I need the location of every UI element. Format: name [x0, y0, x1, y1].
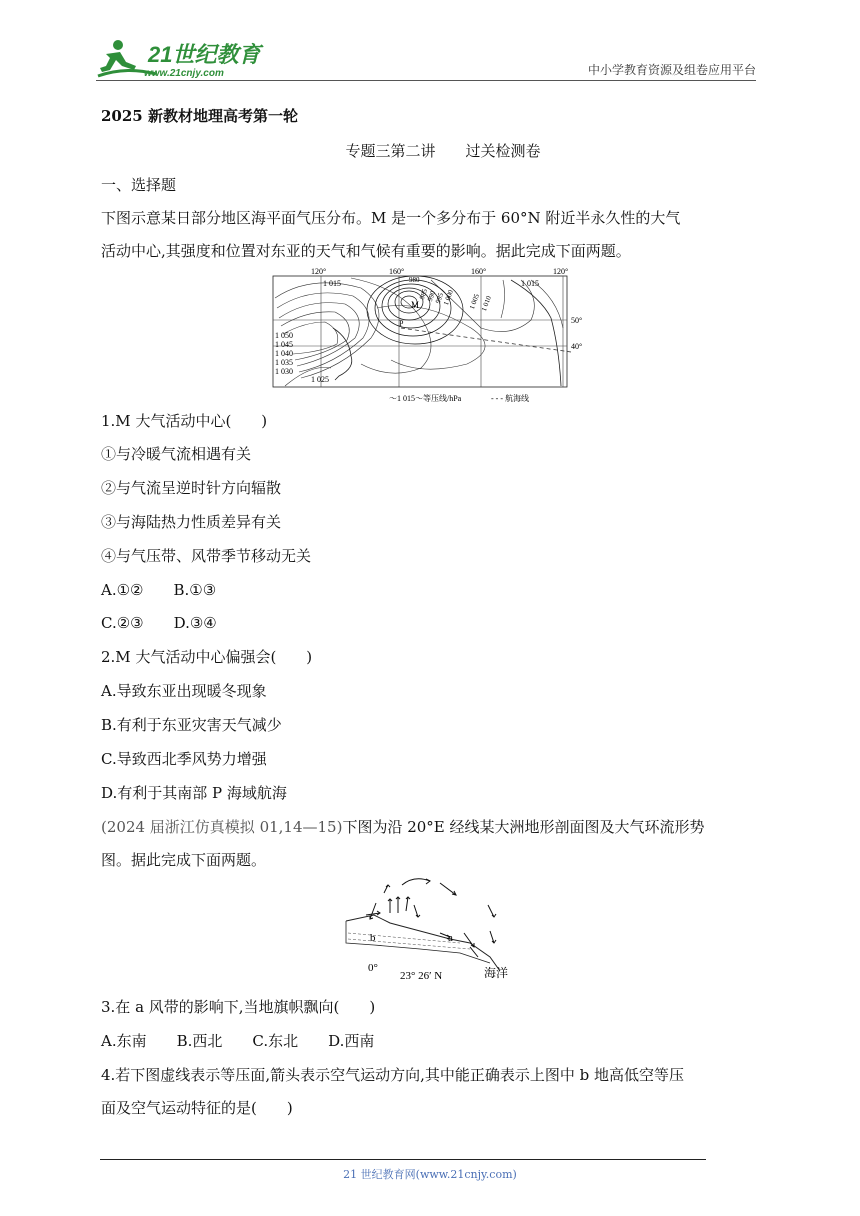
isobar-label: 1 025	[311, 375, 329, 384]
q1-item: ④与气压带、风带季节移动无关	[101, 547, 312, 565]
section-heading: 一、选择题	[101, 176, 177, 194]
isobar-label: 1 015	[323, 279, 341, 288]
q3-stem: 3.在 a 风带的影响下,当地旗帜飘向( )	[101, 998, 376, 1016]
isobar-label: 1 030	[275, 367, 293, 376]
q4-line2: 面及空气运动特征的是( )	[101, 1099, 293, 1117]
q1-item: ①与冷暖气流相遇有关	[101, 445, 252, 463]
label-b: b	[370, 932, 376, 944]
logo-url: www.21cnjy.com	[144, 68, 224, 79]
label-p: P	[399, 319, 404, 328]
intro2-text: 下图为沿 20°E 经线某大洲地形剖面图及大气环流形势	[342, 818, 705, 836]
q1-options-row1: A.①② B.①③	[101, 581, 217, 599]
doc-title: 2025 新教材地理高考第一轮	[101, 107, 298, 125]
q2-option: A.导致东亚出现暖冬现象	[101, 682, 267, 700]
q2-option: C.导致西北季风势力增强	[101, 750, 267, 768]
site-logo	[96, 36, 276, 84]
terrain-base	[346, 921, 490, 963]
intro1-line1: 下图示意某日部分地区海平面气压分布。M 是一个多分布于 60°N 附近半永久性的大气	[101, 209, 681, 227]
lon-label: 160°	[471, 268, 487, 276]
q2-stem: 2.M 大气活动中心偏强会( )	[101, 648, 313, 666]
q2-option: B.有利于东亚灾害天气减少	[101, 716, 282, 734]
label-a: a	[448, 932, 453, 944]
isobar-label: 995	[433, 291, 446, 305]
isobar-label: 1 050	[275, 331, 293, 340]
isobar-label: 980	[409, 276, 420, 284]
q1-stem: 1.M 大气活动中心( )	[101, 412, 268, 430]
lon-label: 120°	[553, 268, 569, 276]
legend-isobar: ～1 015～等压线/hPa	[389, 394, 462, 403]
header-divider	[96, 80, 756, 81]
q2-option: D.有利于其南部 P 海域航海	[101, 784, 287, 802]
isobar-label: 1 000	[441, 288, 455, 307]
label-equator: 0°	[368, 962, 378, 974]
intro1-line2: 活动中心,其强度和位置对东亚的天气和气候有重要的影响。据此完成下面两题。	[101, 242, 631, 260]
lat-label: 50°	[571, 316, 583, 325]
legend-route: - - - 航海线	[491, 394, 529, 403]
q4-line1: 4.若下图虚线表示等压面,箭头表示空气运动方向,其中能正确表示上图中 b 地高低空等压	[101, 1066, 684, 1084]
intro2-line2: 图。据此完成下面两题。	[101, 851, 267, 869]
header-platform-text: 中小学教育资源及组卷应用平台	[587, 63, 756, 77]
terrain-profile	[340, 873, 520, 985]
isobar-label: 1 045	[275, 340, 293, 349]
label-m: M	[411, 300, 420, 310]
footer-divider	[100, 1159, 706, 1160]
doc-subtitle: 专题三第二讲 过关检测卷	[345, 142, 541, 160]
q1-item: ③与海陆热力性质差异有关	[101, 513, 282, 531]
intro2-line1	[101, 817, 705, 837]
lon-label: 160°	[389, 268, 405, 276]
label-tropic: 23° 26′ N	[400, 970, 443, 982]
footer-text: 21 世纪教育网(www.21cnjy.com)	[343, 1168, 517, 1181]
logo-text: 21世纪教育	[148, 42, 261, 67]
pressure-map	[271, 268, 589, 408]
isobar-label: 985	[417, 287, 430, 301]
isobar-label: 1 040	[275, 349, 293, 358]
isobar-label: 990	[425, 289, 438, 303]
lat-label: 40°	[571, 342, 583, 351]
isobar-label: 1 005	[467, 292, 481, 311]
isobar-label: 1 010	[479, 294, 493, 313]
lon-label: 120°	[311, 268, 327, 276]
q3-options: A.东南 B.西北 C.东北 D.西南	[101, 1032, 375, 1050]
shipping-route	[401, 328, 571, 352]
intro2-source: (2024 届浙江仿真模拟 01,14—15)	[101, 818, 343, 836]
q1-item: ②与气流呈逆时针方向辐散	[101, 479, 282, 497]
isobar-label: 1 035	[275, 358, 293, 367]
coastline-east	[511, 280, 561, 386]
wind-arrows	[366, 879, 496, 957]
isobar-label: 1 015	[521, 279, 539, 288]
q1-options-row2: C.②③ D.③④	[101, 614, 217, 632]
label-ocean: 海洋	[484, 966, 509, 980]
